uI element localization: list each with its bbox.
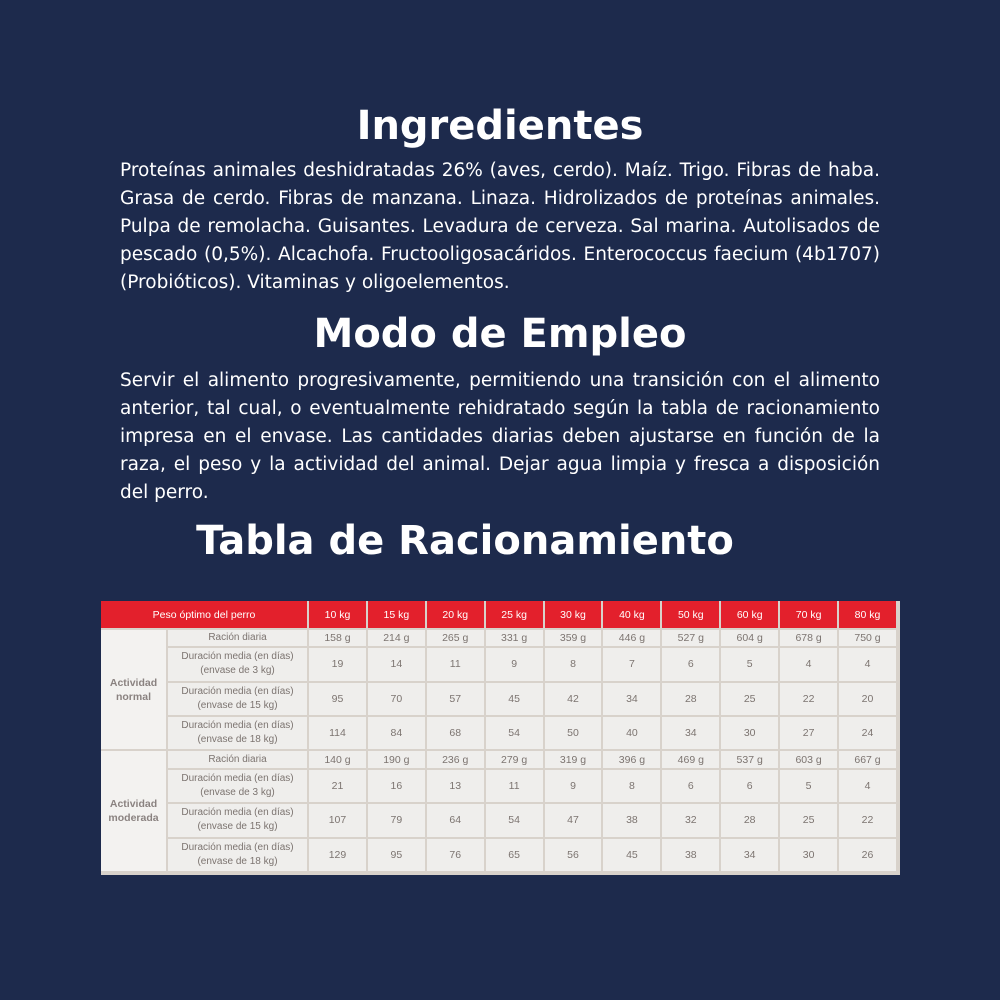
header-weight-cell: 20 kg — [427, 601, 484, 628]
table-cell: 396 g — [603, 751, 660, 767]
table-cell: 114 — [309, 717, 366, 749]
table-cell: 279 g — [486, 751, 543, 767]
table-cell: 11 — [427, 648, 484, 680]
table-cell: 4 — [780, 648, 837, 680]
table-cell: 604 g — [721, 630, 778, 646]
table-cell: 54 — [486, 804, 543, 836]
table-cell: 214 g — [368, 630, 425, 646]
table-cell: 79 — [368, 804, 425, 836]
table-cell: 190 g — [368, 751, 425, 767]
header-weight-cell: 25 kg — [486, 601, 543, 628]
table-cell: 38 — [662, 839, 719, 871]
table-cell: 446 g — [603, 630, 660, 646]
table-cell: 45 — [486, 683, 543, 715]
row-label: Duración media (en días) (envase de 18 kg) — [168, 717, 307, 749]
table-cell: 64 — [427, 804, 484, 836]
table-cell: 56 — [545, 839, 602, 871]
row-label: Duración media (en días) (envase de 3 kg) — [168, 770, 307, 802]
header-weight-cell: 60 kg — [721, 601, 778, 628]
table-cell: 26 — [839, 839, 896, 871]
ingredientes-text: Proteínas animales deshidratadas 26% (aves, cerdo). Maíz. Trigo. Fibras de haba. Grasa de cerdo. Fibras de manzana. Linaza. Hidrolizados de proteínas animales. Pulpa de remolacha. Guisantes. Levadura de cerveza. Sal marina. Autolisados de pescado (0,5%). Alcachofa. Fructooligosacáridos. Enterococcus faecium (4b1707) (Probióticos). Vitaminas y oligoelementos. — [120, 160, 880, 293]
table-cell: 331 g — [486, 630, 543, 646]
ration-table-container — [101, 601, 900, 875]
table-row — [101, 839, 896, 871]
header-weight-cell: 10 kg — [309, 601, 366, 628]
table-cell: 84 — [368, 717, 425, 749]
table-cell: 47 — [545, 804, 602, 836]
header-weight-cell: 15 kg — [368, 601, 425, 628]
table-cell: 6 — [662, 770, 719, 802]
table-cell: 359 g — [545, 630, 602, 646]
table-cell: 42 — [545, 683, 602, 715]
table-row — [101, 804, 896, 836]
table-cell: 667 g — [839, 751, 896, 767]
table-cell: 76 — [427, 839, 484, 871]
table-cell: 22 — [780, 683, 837, 715]
table-cell: 8 — [603, 770, 660, 802]
table-cell: 140 g — [309, 751, 366, 767]
table-cell: 21 — [309, 770, 366, 802]
row-label: Ración diaria — [168, 630, 307, 646]
table-cell: 45 — [603, 839, 660, 871]
table-cell: 30 — [780, 839, 837, 871]
table-cell: 4 — [839, 648, 896, 680]
table-cell: 34 — [662, 717, 719, 749]
table-cell: 30 — [721, 717, 778, 749]
table-cell: 5 — [721, 648, 778, 680]
table-cell: 6 — [721, 770, 778, 802]
table-cell: 54 — [486, 717, 543, 749]
table-cell: 9 — [545, 770, 602, 802]
table-cell: 38 — [603, 804, 660, 836]
table-cell: 25 — [721, 683, 778, 715]
table-cell: 9 — [486, 648, 543, 680]
header-weight-label: Peso óptimo del perro — [101, 601, 307, 628]
table-cell: 6 — [662, 648, 719, 680]
table-cell: 4 — [839, 770, 896, 802]
table-cell: 158 g — [309, 630, 366, 646]
table-cell: 65 — [486, 839, 543, 871]
row-label: Duración media (en días) (envase de 3 kg) — [168, 648, 307, 680]
table-cell: 68 — [427, 717, 484, 749]
ration-table — [99, 599, 898, 873]
table-cell: 24 — [839, 717, 896, 749]
table-row — [101, 770, 896, 802]
activity-group-label: Actividad normal — [101, 630, 166, 749]
table-cell: 16 — [368, 770, 425, 802]
table-cell: 50 — [545, 717, 602, 749]
table-cell: 236 g — [427, 751, 484, 767]
table-cell: 40 — [603, 717, 660, 749]
table-cell: 57 — [427, 683, 484, 715]
header-weight-cell: 40 kg — [603, 601, 660, 628]
row-label: Ración diaria — [168, 751, 307, 767]
header-weight-cell: 70 kg — [780, 601, 837, 628]
tabla-racionamiento-title: Tabla de Racionamiento — [196, 518, 734, 564]
table-cell: 107 — [309, 804, 366, 836]
table-cell: 22 — [839, 804, 896, 836]
table-cell: 537 g — [721, 751, 778, 767]
table-row — [101, 630, 896, 646]
table-row — [101, 751, 896, 767]
table-cell: 527 g — [662, 630, 719, 646]
table-cell: 5 — [780, 770, 837, 802]
table-cell: 19 — [309, 648, 366, 680]
table-row — [101, 648, 896, 680]
table-cell: 95 — [368, 839, 425, 871]
table-cell: 32 — [662, 804, 719, 836]
table-header-row — [101, 601, 896, 628]
table-cell: 34 — [721, 839, 778, 871]
table-cell: 28 — [662, 683, 719, 715]
row-label: Duración media (en días) (envase de 15 kg) — [168, 683, 307, 715]
header-weight-cell: 30 kg — [545, 601, 602, 628]
table-cell: 7 — [603, 648, 660, 680]
modo-de-empleo-text: Servir el alimento progresivamente, permitiendo una transición con el alimento anterior, tal cual, o eventualmente rehidratado según la tabla de racionamiento impresa en el envase. Las cantidades diarias deben ajustarse en función de la raza, el peso y la actividad del animal. Dejar agua limpia y fresca a disposición del perro. — [120, 370, 880, 503]
header-weight-cell: 80 kg — [839, 601, 896, 628]
table-cell: 469 g — [662, 751, 719, 767]
table-cell: 70 — [368, 683, 425, 715]
table-cell: 34 — [603, 683, 660, 715]
table-cell: 13 — [427, 770, 484, 802]
table-cell: 265 g — [427, 630, 484, 646]
table-row — [101, 683, 896, 715]
table-row — [101, 717, 896, 749]
table-cell: 11 — [486, 770, 543, 802]
table-body — [101, 630, 896, 871]
table-cell: 14 — [368, 648, 425, 680]
ingredientes-title: Ingredientes — [356, 103, 644, 149]
table-cell: 20 — [839, 683, 896, 715]
row-label: Duración media (en días) (envase de 18 kg) — [168, 839, 307, 871]
activity-group-label: Actividad moderada — [101, 751, 166, 871]
header-weight-cell: 50 kg — [662, 601, 719, 628]
table-cell: 750 g — [839, 630, 896, 646]
table-cell: 678 g — [780, 630, 837, 646]
table-cell: 319 g — [545, 751, 602, 767]
table-cell: 603 g — [780, 751, 837, 767]
table-cell: 28 — [721, 804, 778, 836]
table-cell: 8 — [545, 648, 602, 680]
table-cell: 129 — [309, 839, 366, 871]
modo-de-empleo-title: Modo de Empleo — [313, 311, 687, 357]
row-label: Duración media (en días) (envase de 15 kg) — [168, 804, 307, 836]
table-cell: 95 — [309, 683, 366, 715]
table-cell: 25 — [780, 804, 837, 836]
table-cell: 27 — [780, 717, 837, 749]
